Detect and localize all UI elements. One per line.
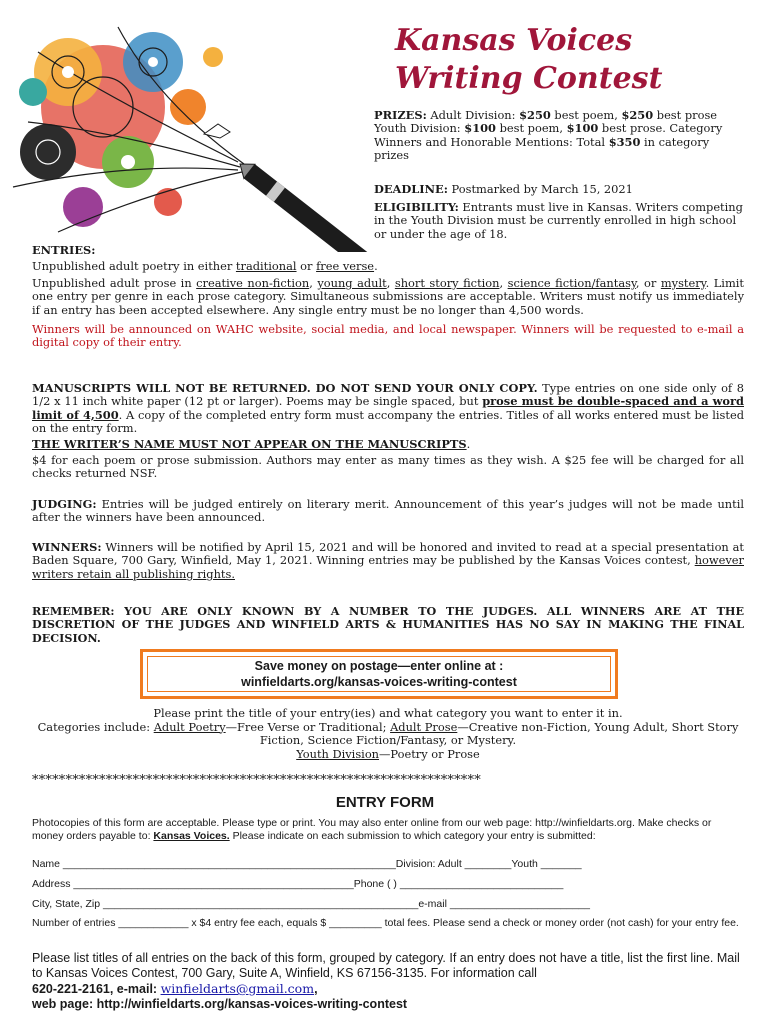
prize-value-4: $100 (566, 121, 599, 136)
entries-prose-sep-3: , (499, 275, 508, 290)
judging-text: Entries will be judged entirely on literary merit. Announcement of this year’s judges will not be made until after the winners have been announced. (32, 497, 744, 525)
contest-title (395, 22, 662, 98)
short-story-term: short story fiction (394, 275, 500, 290)
traditional-term: traditional (235, 259, 297, 274)
winners-label: WINNERS: (32, 540, 102, 554)
manuscripts-lead: MANUSCRIPTS WILL NOT BE RETURNED. DO NOT SEND YOUR ONLY COPY. (32, 381, 538, 395)
categories-intro: Categories include: (37, 719, 154, 734)
entries-prose-text: Unpublished adult prose in (32, 275, 197, 290)
entry-form-title: ENTRY FORM (335, 794, 435, 811)
adult-prose-desc: —Creative non-Fiction, Young Adult, Short Story Fiction, Science Fiction/Fantasy, or Mystery. (259, 719, 739, 747)
entries-prose (32, 277, 744, 317)
prizes-text-1: Adult Division: (426, 108, 520, 122)
entries-poetry-text: Unpublished adult poetry in either (32, 259, 236, 274)
winners-announcement-note: Winners will be announced on WAHC website, social media, and local newspaper. Winners will be requested to e-mail a digital copy of their entry. (32, 322, 744, 350)
prizes-label: PRIZES: (374, 108, 427, 122)
number-of-entries-line[interactable]: Number of entries ____________ x $4 entry fee each, equals $ _________ total fees. Please send a check or money order (not cash) for your entry fee. (32, 917, 739, 929)
separator-stars: ******************************************************************* (32, 773, 481, 788)
prizes-text-4: best poem, (495, 121, 567, 136)
name-rule (32, 438, 744, 451)
footer-instructions (32, 951, 744, 1012)
prize-value-3: $100 (464, 121, 496, 136)
prize-value-5: $350 (608, 134, 641, 149)
online-entry-line-1: Save money on postage—enter online at : (254, 659, 504, 673)
payee-name: Kansas Voices. (153, 829, 230, 842)
name-rule-end: . (466, 436, 471, 451)
prize-value-2: $250 (621, 108, 654, 122)
entries-label: ENTRIES: (32, 243, 96, 257)
young-adult-term: young adult (317, 275, 387, 290)
city-field-line[interactable]: City, State, Zip ______________________________________________________e-mail ________________________ (32, 898, 590, 910)
scifi-fantasy-term: science fiction/fantasy (507, 275, 636, 290)
eligibility-text: Entrants must live in Kansas. Writers competing in the Youth Division must be currently enrolled in high school or under the age of 18. (374, 200, 743, 241)
footer-email-link[interactable]: winfieldarts@gmail.com (160, 981, 315, 996)
free-verse-term: free verse (316, 259, 375, 274)
footer-web-url[interactable]: http://winfieldarts.org/kansas-voices-writing-contest (96, 997, 408, 1011)
footer-web (32, 997, 744, 1012)
entries-prose-sep-1: , (309, 275, 318, 290)
prose-spacing-rule: prose must be double-spaced and a word limit of 4,500 (32, 394, 744, 422)
footer-text: Please list titles of all entries on the back of this form, grouped by category. If an entry does not have a title, list the first line. Mail to Kansas Voices Contest, 700 Gary, Suite A, Winfield, KS 67156-3135. For information call (32, 951, 740, 980)
online-entry-box-inner (147, 656, 611, 692)
categories-list (32, 721, 744, 748)
manuscripts-text-2: . A copy of the completed entry form must accompany the entries. Titles of all works entered must be listed on the entry form. (32, 407, 744, 436)
online-entry-box (140, 649, 618, 699)
deadline-text: Postmarked by March 15, 2021 (447, 182, 633, 196)
deadline-label: DEADLINE: (374, 182, 448, 196)
manuscripts-text-1: Type entries on one side only of 8 1/2 x 11 inch white paper (12 pt or larger). Poems may be single spaced, but (32, 381, 744, 409)
entries-poetry (32, 260, 744, 273)
title-line-2: Writing Contest (395, 61, 663, 96)
winners-section (32, 541, 744, 581)
entries-prose-sep-2: , (386, 275, 395, 290)
entry-form-intro-text: Photocopies of this form are acceptable. Please type or print. You may also enter online from our web page: http://winfieldarts.org. Make checks or money orders payable to: (32, 817, 712, 842)
manuscripts-rules (32, 382, 744, 436)
entry-form-intro (32, 817, 744, 842)
categories-section (32, 707, 744, 761)
footer-web-label: web page: (32, 997, 97, 1011)
judging-label: JUDGING: (32, 497, 97, 511)
adult-poetry-desc: —Free Verse or Traditional; (225, 719, 391, 734)
prizes-text-3: best prose Youth Division: (374, 108, 718, 136)
eligibility-section (374, 201, 744, 241)
mystery-term: mystery (660, 275, 706, 290)
winners-text: Winners will be notified by April 15, 2021 and will be honored and invited to read at a special presentation at Baden Square, 700 Gary, Winfield, May 1, 2021. Winning entries may be published by the Kansas Voices contest, (32, 540, 744, 568)
entries-prose-sep-4: , or (635, 275, 661, 290)
footer-phone-email-label: 620-221-2161, e-mail: (32, 982, 161, 996)
eligibility-label: ELIGIBILITY: (374, 200, 459, 214)
prizes-text-5: best prose. Category Winners and Honorable Mentions: Total (374, 121, 723, 149)
creative-nonfiction-term: creative non-fiction (196, 275, 310, 290)
entries-prose-rest: . Limit one entry per genre in each prose category. Simultaneous submissions are acceptable. Writers must notify us immediately if an entry has been accepted elsewhere. Any single entry must be no longer than 4,500 words. (32, 275, 744, 317)
youth-division-desc: —Poetry or Prose (379, 746, 480, 761)
entry-fee-text: $4 for each poem or prose submission. Authors may enter as many times as they wish. A $25 fee will be charged for all checks returned NSF. (32, 453, 744, 481)
entries-poetry-or: or (296, 259, 317, 274)
manuscripts-section (32, 382, 744, 481)
entries-section (32, 244, 744, 350)
publishing-rights-text: however writers retain all publishing rights. (32, 553, 744, 581)
youth-division-category: Youth Division (296, 746, 380, 761)
entry-form-intro-rest: Please indicate on each submission to which category your entry is submitted: (229, 829, 596, 842)
name-rule-text: THE WRITER’S NAME MUST NOT APPEAR ON THE MANUSCRIPTS (32, 436, 467, 451)
prizes-text-6: in category prizes (374, 134, 710, 163)
remember-notice: REMEMBER: YOU ARE ONLY KNOWN BY A NUMBER TO THE JUDGES. ALL WINNERS ARE AT THE DISCRETION OF THE JUDGES AND WINFIELD ARTS & HUMANITIES HAS NO SAY IN MAKING THE FINAL DECISION. (32, 604, 744, 645)
judging-section (32, 498, 744, 525)
prize-value-1: $250 (519, 108, 551, 122)
prizes-text-2: best poem, (550, 108, 622, 122)
entries-poetry-end: . (374, 259, 378, 274)
youth-category-line (32, 748, 744, 762)
footer-email-end: , (314, 982, 318, 996)
pen-splash-illustration (8, 12, 373, 252)
deadline-section (374, 183, 744, 196)
adult-poetry-category: Adult Poetry (153, 719, 226, 734)
online-entry-url[interactable]: winfieldarts.org/kansas-voices-writing-contest (241, 675, 517, 689)
prizes-section (374, 109, 744, 163)
title-line-1: Kansas Voices (395, 23, 633, 58)
address-field-line[interactable]: Address ________________________________________________Phone ( ) ____________________________ (32, 878, 564, 890)
adult-prose-category: Adult Prose (390, 719, 458, 734)
footer-contact (32, 981, 744, 997)
name-field-line[interactable]: Name _________________________________________________________Division: Adult ________Youth _______ (32, 858, 582, 870)
categories-instruction: Please print the title of your entry(ies) and what category you want to enter it in. (153, 706, 623, 720)
